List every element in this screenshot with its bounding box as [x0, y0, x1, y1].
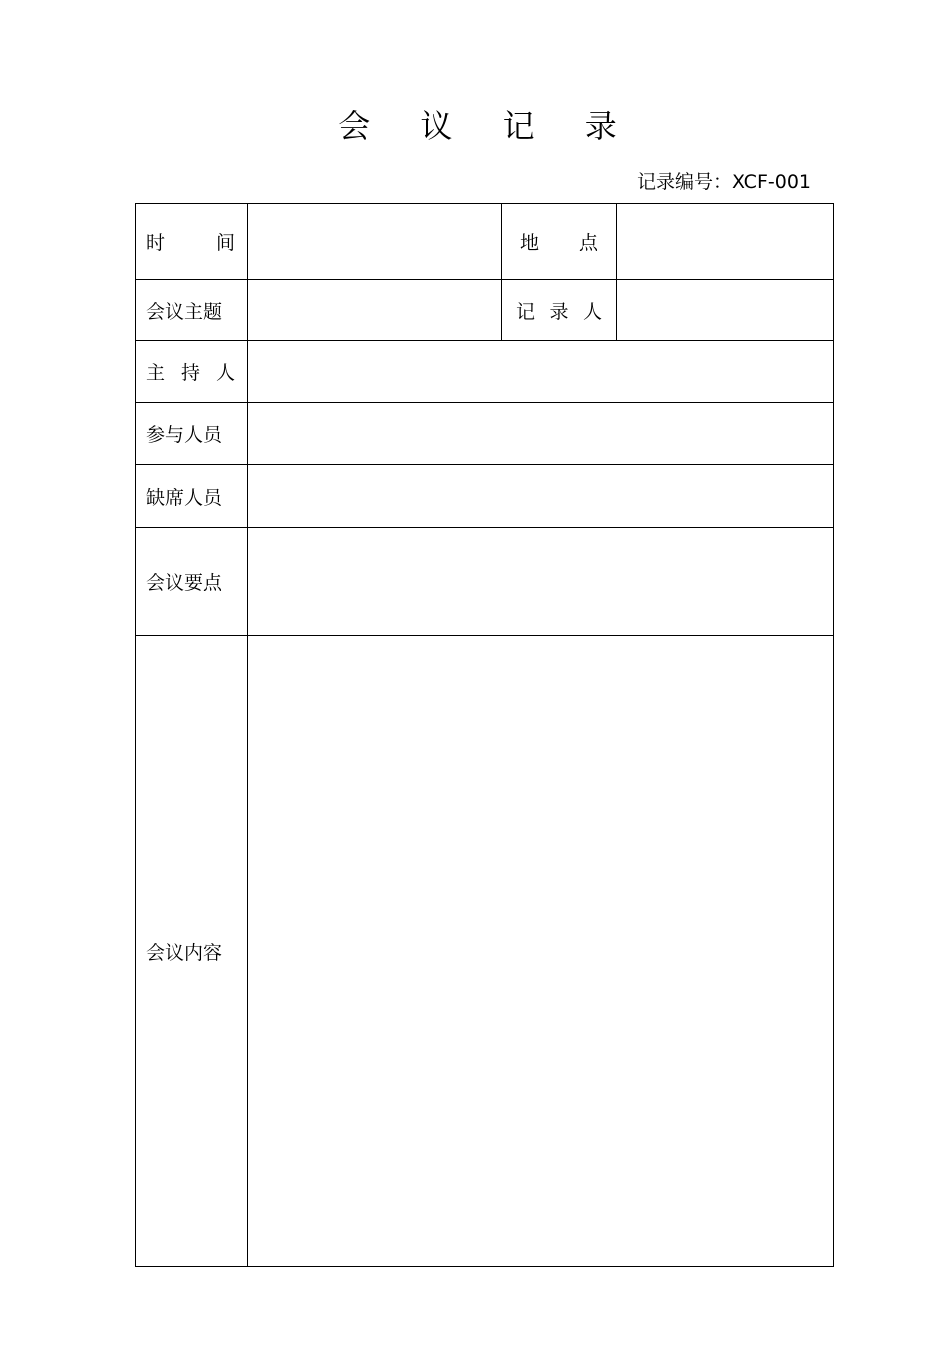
row-topic-recorder	[136, 280, 834, 341]
page-title: 会 议 记 录	[338, 107, 637, 145]
record-number: 记录编号：XCF-001	[637, 171, 811, 193]
location-label: 地 点	[502, 204, 617, 280]
topic-label: 会议主题	[136, 280, 248, 341]
key-points-label: 会议要点	[136, 528, 248, 636]
host-field[interactable]	[248, 341, 834, 403]
row-time-location	[136, 204, 834, 280]
host-label: 主 持 人	[136, 341, 248, 403]
participants-label: 参与人员	[136, 403, 248, 465]
row-host	[136, 341, 834, 403]
meeting-record-form	[135, 203, 834, 1267]
row-absentees	[136, 465, 834, 528]
absentees-field[interactable]	[248, 465, 834, 528]
topic-field[interactable]	[248, 280, 502, 341]
content-field[interactable]	[248, 636, 834, 1267]
participants-field[interactable]	[248, 403, 834, 465]
row-content	[136, 636, 834, 1267]
absentees-label: 缺席人员	[136, 465, 248, 528]
location-field[interactable]	[617, 204, 834, 280]
recorder-label: 记 录 人	[502, 280, 617, 341]
recorder-field[interactable]	[617, 280, 834, 341]
time-field[interactable]	[248, 204, 502, 280]
content-label: 会议内容	[136, 636, 248, 1267]
row-participants	[136, 403, 834, 465]
time-label: 时 间	[136, 204, 248, 280]
key-points-field[interactable]	[248, 528, 834, 636]
row-key-points	[136, 528, 834, 636]
